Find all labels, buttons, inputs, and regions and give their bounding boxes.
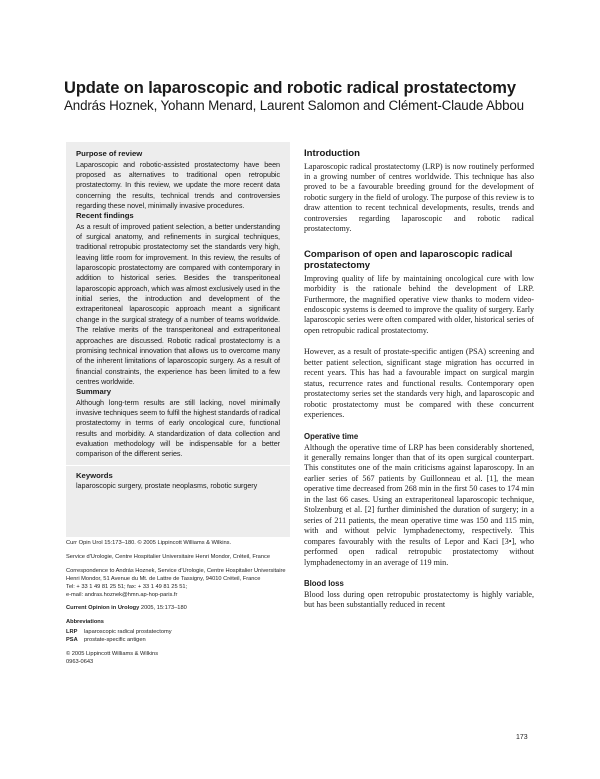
keywords-heading: Keywords xyxy=(76,470,113,480)
article-meta xyxy=(66,540,290,667)
journal-reference xyxy=(66,605,290,613)
introduction-text: Laparoscopic radical prostatectomy (LRP) is now routinely performed in a growing number of centres worldwide. This technique has also proved to be a favourable breeding ground for the development of robotic surgery in the field of urology. The purpose of this review is to draw attention to recent technical developments, results, trends and controversies regarding laparoscopic and robotic radical prostatectomy. xyxy=(304,161,534,234)
comparison-paragraph-2: However, as a result of prostate-specific antigen (PSA) screening and better patient selection, significant stage migration has occurred in recent years. This has had a favourable impact on surgical margin status, recurrence rates and functional results. Contemporary open prostatectomy series set the standards very high, and laparoscopic and robotic prostatectomy must be compared with these concurrent experiences. xyxy=(304,347,534,420)
keywords-divider xyxy=(66,465,290,466)
findings-text: As a result of improved patient selection, a better understanding of surgical anatomy, and refinements in surgical techniques, traditional retropubic prostatectomy set the standards very high, leaving little room for improvement. In this review, the results of laparoscopic prostatectomy are compared with contemporary in addition to historical series. Besides the transperitoneal laparoscopic approach, which was almost exclusively used in the initial series, the introduction and development of the extraperitoneal laparoscopic approach meant a significant change in the surgical strategy of a number of teams worldwide. The relative merits of the transperitoneal and extraperitoneal approaches are discussed. Robotic radical prostatectomy is a promising technical innovation that allows us to overcome many of the inherent limitations of laparoscopic surgery. As a result of financial constraints, the experience has been limited to a few centres worldwide. xyxy=(76,221,280,386)
operative-time-heading: Operative time xyxy=(304,431,359,441)
article-title: Update on laparoscopic and robotic radical prostatectomy xyxy=(64,79,516,97)
copyright: © 2005 Lippincott Williams & Wilkins xyxy=(66,651,159,658)
abstract-box xyxy=(66,142,290,537)
summary-heading: Summary xyxy=(76,387,112,397)
journal-ref: 2005, 15:173–180 xyxy=(140,605,187,612)
abbreviations-heading: Abbreviations xyxy=(66,619,104,626)
blood-loss-heading: Blood loss xyxy=(304,579,344,588)
issn: 0963-0643 xyxy=(66,658,94,665)
purpose-text: Laparoscopic and robotic-assisted prostatectomy have been proposed as alternatives to traditional open retropubic prostatectomy. In this review, we update the more recent data concerning the results, technical trends and controversies regarding these novel, minimally invasive procedures. xyxy=(76,159,280,210)
introduction-heading: Introduction xyxy=(304,148,360,159)
purpose-heading: Purpose of review xyxy=(76,149,143,158)
abbreviation-value: laparoscopic radical prostatectomy xyxy=(84,629,172,636)
comparison-paragraph-1: Improving quality of life by maintaining oncological cure with low morbidity is the rationale behind the development of LRP. Furthermore, the magnified operative view thanks to modern video-endoscopic systems is deemed to improve the quality of surgery. Early laparoscopic series were often compared with older, historical series of open retropubic radical prostatectomy. xyxy=(304,273,534,335)
operative-time-text: Although the operative time of LRP has been considerably shortened, it generally remains longer than that of its open surgical counterpart. This constitutes one of the main criticisms against laparoscopy. In an earlier series of 567 patients by Guillonneau et al. [1], the mean operative time decreased from 268 min in the first 50 cases to 174 min in the last 66 cases. Using an extraperitoneal laparoscopic technique, Stolzenburg et al. [2] further diminished the duration of surgery; in a series of 211 patients, the mean operative time was 150 and 115 min, with and without pelvic lymphadenectomy, respectively. This compares favourably with the results of Lepor and Kaci [3•], who performed open radical retropubic prostatectomy without lymphadenectomy in an average of 119 min. xyxy=(304,442,534,567)
comparison-heading: Comparison of open and laparoscopic radical prostatectomy xyxy=(304,248,513,272)
blood-loss-text: Blood loss during open retropubic prostatectomy is highly variable, but has been substantially reduced in recent xyxy=(304,590,534,610)
correspondence: Correspondence to András Hoznek, Service d'Urologie, Centre Hospitalier Universitaire Henri Mondor, 51 Avenue du Mt. de Lattre de Tassigny, 94010 Créteil, France xyxy=(66,567,286,582)
contact-phone: Tel: + 33 1 49 81 25 51; fax: + 33 1 49 81 25 51; xyxy=(66,583,188,590)
journal-name: Current Opinion in Urology xyxy=(66,605,140,612)
abbreviation-row xyxy=(66,629,290,637)
contact-email[interactable]: e-mail: andras.hoznek@hmn.ap-hop-paris.fr xyxy=(66,591,178,598)
author-list: András Hoznek, Yohann Menard, Laurent Salomon and Clément-Claude Abbou xyxy=(64,98,524,113)
abbreviation-row xyxy=(66,637,290,645)
abbreviation-value: prostate-specific antigen xyxy=(84,637,146,644)
findings-heading: Recent findings xyxy=(76,211,134,221)
affiliation: Service d'Urologie, Centre Hospitalier Universitaire Henri Mondor, Créteil, France xyxy=(66,553,271,560)
abbreviation-key: PSA xyxy=(66,637,78,644)
page-number: 173 xyxy=(516,734,528,741)
abbreviation-key: LRP xyxy=(66,629,78,636)
citation-line: Curr Opin Urol 15:173–180. © 2005 Lippincott Williams & Wilkins. xyxy=(66,540,232,546)
keywords-text: laparoscopic surgery, prostate neoplasms, robotic surgery xyxy=(76,481,258,491)
main-column xyxy=(304,140,534,611)
summary-text: Although long-term results are still lacking, novel minimally invasive techniques seem to fulfil the highest standards of radical prostatectomy in terms of early oncological cure, functional results and morbidity. A standardization of data collection and evaluation methodology will be indispensable for a better comparison of the different series. xyxy=(76,397,280,459)
